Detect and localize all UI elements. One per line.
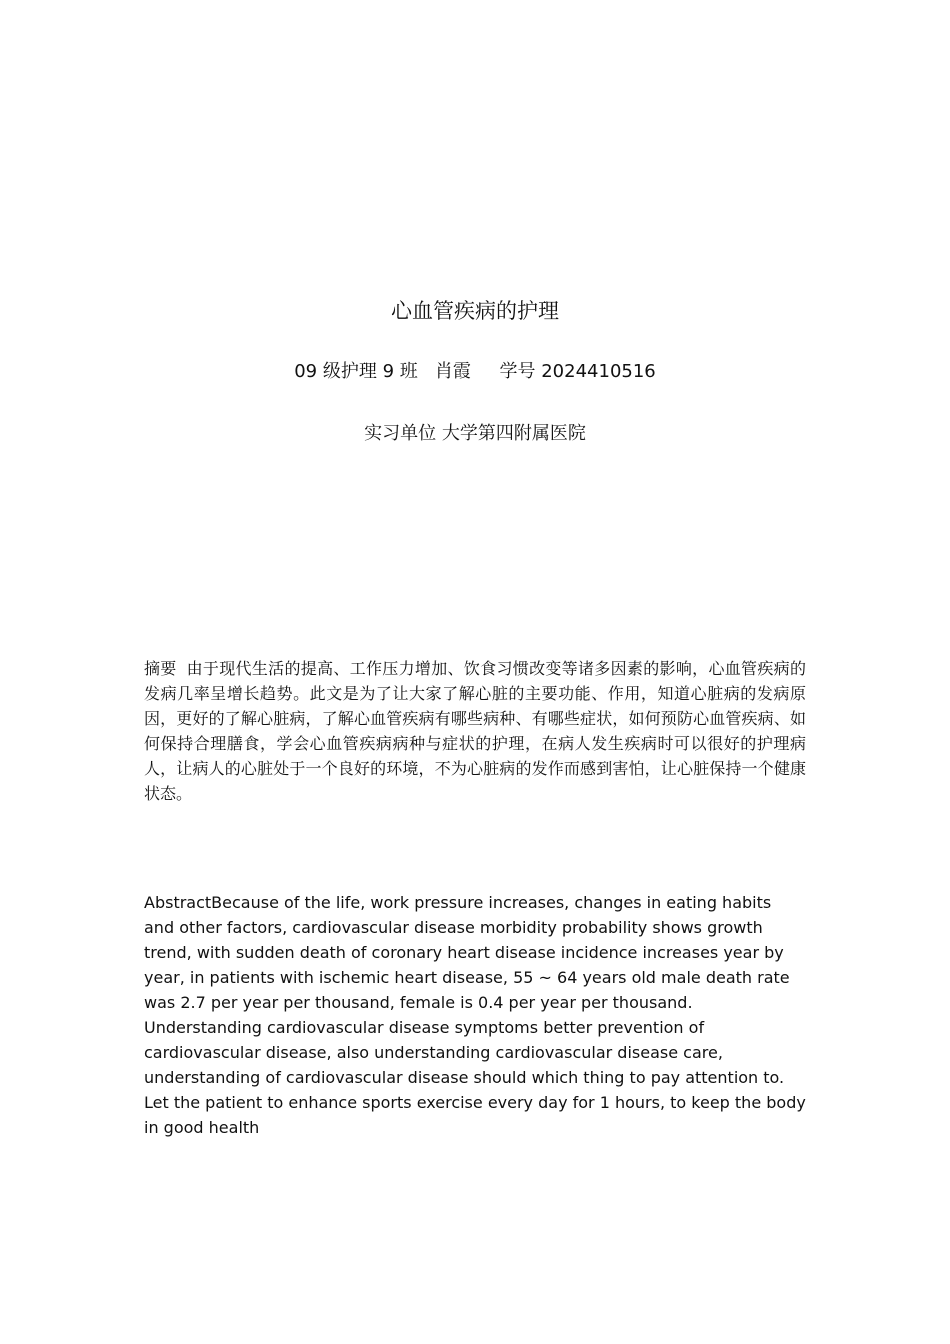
document-title: 心血管疾病的护理 [391,299,559,323]
internship-unit: 实习单位 大学第四附属医院 [364,423,586,444]
abstract-label: 摘要 [144,659,177,678]
chinese-abstract [144,656,806,806]
english-abstract: AbstractBecause of the life, work pressure increases, changes in eating habits and other factors, cardiovascular disease morbidity probability shows growth trend, with sudden death of coronary heart disease incidence increases year by year, in patients with ischemic heart disease, 55 ~ 64 years old male death rate was 2.7 per year per thousand, female is 0.4 per year per thousand. Understanding cardiovascular disease symptoms better prevention of cardiovascular disease, also understanding cardiovascular disease care, understanding of cardiovascular disease should which thing to pay attention to. Let the patient to enhance sports exercise every day for 1 hours, to keep the body in good health [144,893,806,1137]
author-info: 09 级护理 9 班 肖霞 学号 2024410516 [294,361,656,382]
chinese-abstract-text: 由于现代生活的提高、工作压力增加、饮食习惯改变等诸多因素的影响，心血管疾病的发病几率呈增长趋势。此文是为了让大家了解心脏的主要功能、作用，知道心脏病的发病原因，更好的了解心脏病，了解心血管疾病有哪些病种、有哪些症状，如何预防心血管疾病、如何保持合理膳食，学会心血管疾病病种与症状的护理，在病人发生疾病时可以很好的护理病人，让病人的心脏处于一个良好的环境，不为心脏病的发作而感到害怕，让心脏保持一个健康状态。 [144,659,806,803]
